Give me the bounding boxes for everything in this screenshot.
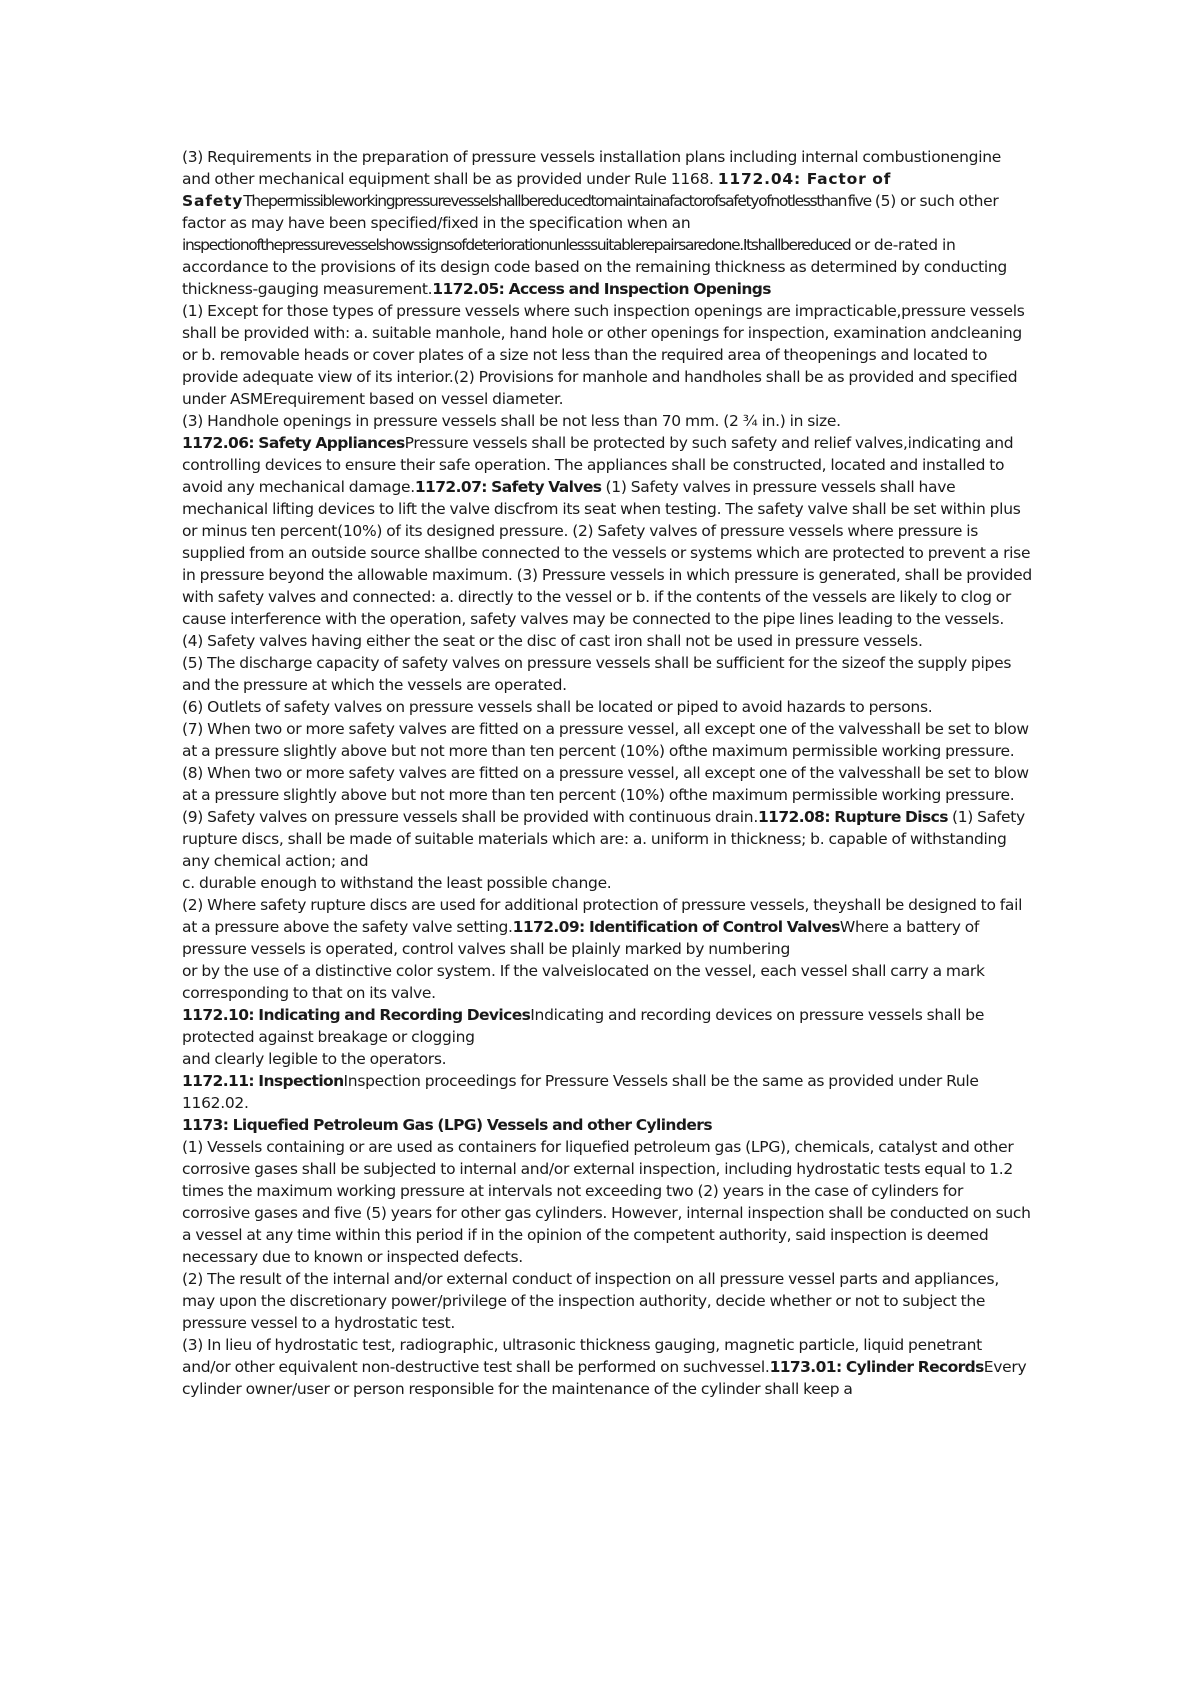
text-run: (5) The discharge capacity of safety valves on pressure vessels shall be sufficient for the sizeof the supply pipes and the pressure at which the vessels are operated. (182, 654, 1012, 694)
section-heading: 1172.05: Access and Inspection Openings (432, 280, 771, 298)
text-run: (1) Except for those types of pressure vessels where such inspection openings are impracticable,pressure vessels shall be provided with: a. suitable manhole, hand hole or other openings for inspection, examination andcleaning or b. removable heads or cover plates of a size not less than the required area of theopenings and located to provide adequate view of its interior.(2) Provisions for manhole and handholes shall be as provided and specified under ASMErequirement based on vessel diameter. (182, 302, 1025, 408)
paragraph (182, 1004, 1032, 1048)
section-heading: 1172.11: Inspection (182, 1072, 344, 1090)
text-run: (1) Safety rupture discs, shall be made of suitable materials which are: a. uniform in thickness; b. capable of withstanding any chemical action; and (182, 808, 1025, 870)
paragraph (182, 146, 1032, 300)
paragraph (182, 1070, 1032, 1114)
text-run: Every cylinder owner/user or person responsible for the maintenance of the cylinder shall keep a (182, 1358, 1027, 1398)
text-run: (1) Vessels containing or are used as containers for liquefied petroleum gas (LPG), chemicals, catalyst and other corrosive gases shall be subjected to internal and/or external inspection, including hydrostatic tests equal to 1.2 times the maximum working pressure at intervals not exceeding two (2) years in the case of cylinders for corrosive gases and five (5) years for other gas cylinders. However, internal inspection shall be conducted on such a vessel at any time within this period if in the opinion of the competent authority, said inspection is deemed necessary due to known or inspected defects. (182, 1138, 1031, 1266)
paragraph (182, 652, 1032, 696)
paragraph (182, 630, 1032, 652)
paragraph (182, 762, 1032, 872)
paragraph (182, 872, 1032, 894)
text-run: (3) Requirements in the preparation of pressure vessels installation plans including internal combustionengine and other mechanical equipment shall be as provided under Rule 1168. (182, 148, 1001, 188)
section-heading: 1172.07: Safety Valves (414, 478, 602, 496)
section-heading: 1172.06: Safety Appliances (182, 434, 405, 452)
text-run: Pressure vessels shall be protected by such safety and relief valves,indicating and controlling devices to ensure their safe operation. The appliances shall be constructed, located and installed to avoid any mechanical damage. (182, 434, 1014, 496)
text-run: inspectionofthepressurevesselshowssignsofdeteriorationunlesssuitablerepairsaredone.Itshallbereduced (182, 236, 851, 254)
text-run: (2) The result of the internal and/or external conduct of inspection on all pressure vessel parts and appliances, may upon the discretionary power/privilege of the inspection authority, decide whether or not to subject the pressure vessel to a hydrostatic test. (182, 1270, 999, 1332)
text-run: (5) or such other factor as may have been specified/fixed in the specification when an (182, 192, 999, 232)
paragraph (182, 1114, 1032, 1136)
text-run: (2) Where safety rupture discs are used for additional protection of pressure vessels, theyshall be designed to fail at a pressure above the safety valve setting. (182, 896, 1023, 936)
paragraph (182, 1048, 1032, 1070)
paragraph (182, 894, 1032, 960)
section-heading: 1172.04: Factor of Safety (182, 170, 892, 210)
document-body (182, 146, 1032, 1400)
text-run: (1) Safety valves in pressure vessels shall have mechanical lifting devices to lift the valve discfrom its seat when testing. The safety valve shall be set within plus or minus ten percent(10%) of its designed pressure. (2) Safety valves of pressure vessels where pressure is supplied from an outside source shallbe connected to the vessels or systems which are protected to prevent a rise in pressure beyond the allowable maximum. (3) Pressure vessels in which pressure is generated, shall be provided with safety valves and connected: a. directly to the vessel or b. if the contents of the vessels are likely to clog or cause interference with the operation, safety valves may be connected to the pipe lines leading to the vessels. (182, 478, 1032, 628)
text-run: (3) In lieu of hydrostatic test, radiographic, ultrasonic thickness gauging, magnetic particle, liquid penetrant and/or other equivalent non-destructive test shall be performed on suchvessel. (182, 1336, 982, 1376)
text-run: Indicating and recording devices on pressure vessels shall be protected against breakage or clogging (182, 1006, 985, 1046)
paragraph (182, 300, 1032, 410)
section-heading: 1172.08: Rupture Discs (757, 808, 948, 826)
section-heading: 1173: Liquefied Petroleum Gas (LPG) Vessels and other Cylinders (182, 1116, 712, 1134)
text-run: (7) When two or more safety valves are fitted on a pressure vessel, all except one of the valvesshall be set to blow at a pressure slightly above but not more than ten percent (10%) ofthe maximum permissible working pressure. (182, 720, 1029, 760)
text-run: Thepermissibleworkingpressurevesselshallbereducedtomaintainafactorofsafetyofnotlessthan five (243, 192, 871, 210)
text-run: c. durable enough to withstand the least possible change. (182, 874, 612, 892)
paragraph (182, 1136, 1032, 1268)
section-heading: 1173.01: Cylinder Records (769, 1358, 984, 1376)
paragraph (182, 1334, 1032, 1400)
paragraph (182, 1268, 1032, 1334)
text-run: Where a battery of pressure vessels is operated, control valves shall be plainly marked by numbering (182, 918, 980, 958)
paragraph (182, 718, 1032, 762)
section-heading: 1172.10: Indicating and Recording Devices (182, 1006, 531, 1024)
paragraph (182, 432, 1032, 630)
text-run: (3) Handhole openings in pressure vessels shall be not less than 70 mm. (2 ¾ in.) in size. (182, 412, 841, 430)
text-run: (4) Safety valves having either the seat or the disc of cast iron shall not be used in pressure vessels. (182, 632, 923, 650)
section-heading: 1172.09: Identification of Control Valves (512, 918, 840, 936)
text-run: and clearly legible to the operators. (182, 1050, 447, 1068)
text-run: Inspection proceedings for Pressure Vessels shall be the same as provided under Rule 1162.02. (182, 1072, 979, 1112)
text-run: (6) Outlets of safety valves on pressure vessels shall be located or piped to avoid hazards to persons. (182, 698, 933, 716)
text-run: or de-rated in accordance to the provisions of its design code based on the remaining thickness as determined by conducting thickness-gauging measurement. (182, 236, 1007, 298)
text-run: or by the use of a distinctive color system. If the valveislocated on the vessel, each vessel shall carry a mark corresponding to that on its valve. (182, 962, 985, 1002)
paragraph (182, 696, 1032, 718)
paragraph (182, 410, 1032, 432)
paragraph (182, 960, 1032, 1004)
text-run: (8) When two or more safety valves are fitted on a pressure vessel, all except one of the valvesshall be set to blow at a pressure slightly above but not more than ten percent (10%) ofthe maximum permissible working pressure. (9) Safety valves on pressure vessels shall be provided with continuous drain. (182, 764, 1029, 826)
